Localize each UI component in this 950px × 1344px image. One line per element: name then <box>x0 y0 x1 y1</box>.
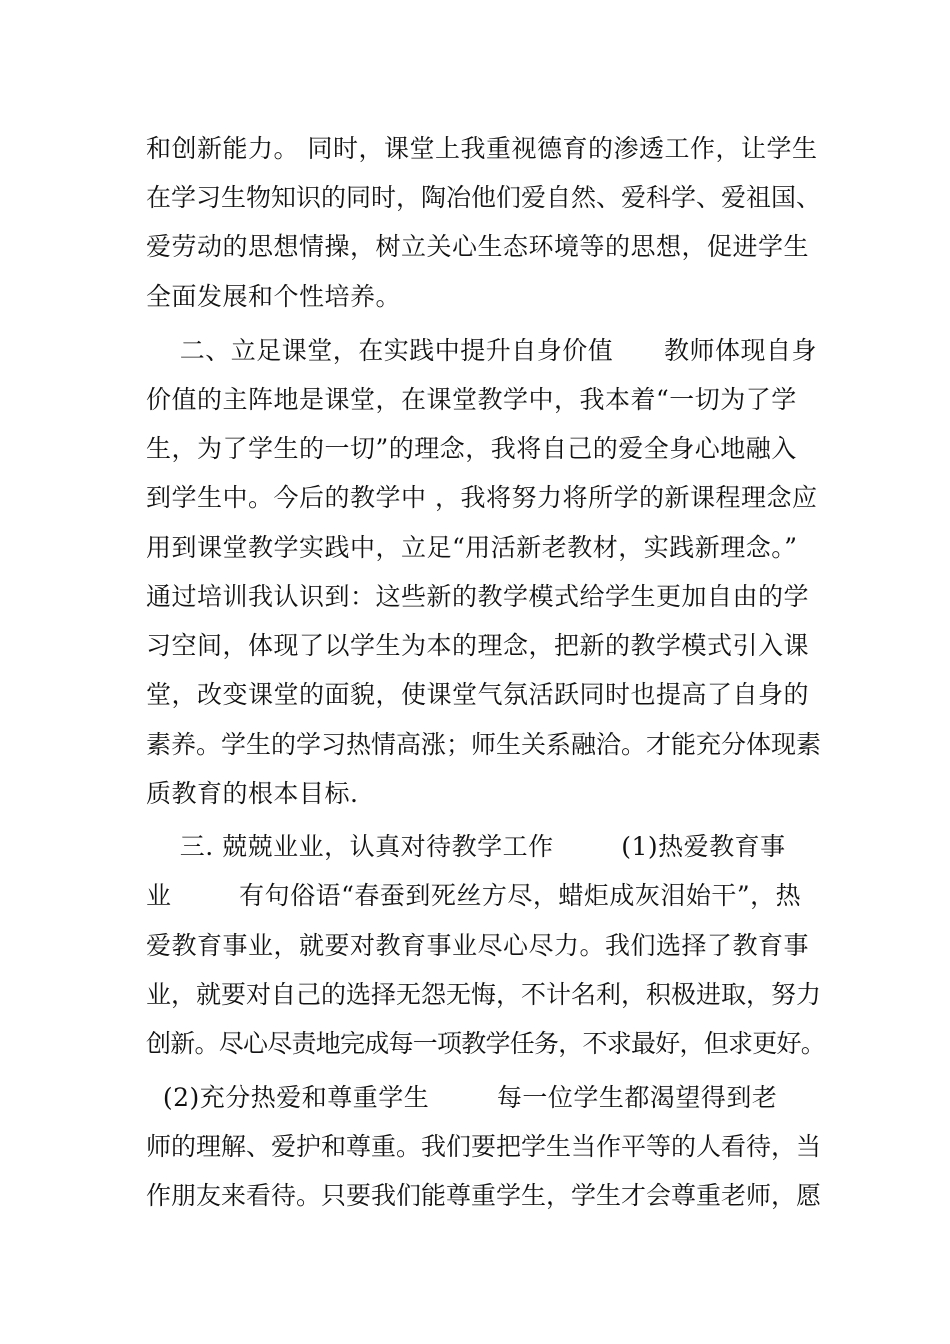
text-line: (2)充分热爱和尊重学生 每一位学生都渴望得到老 <box>146 1083 778 1112</box>
text-line: 和创新能力。 同时，课堂上我重视德育的渗透工作，让学生 <box>146 134 818 163</box>
text-line: 用到课堂教学实践中，立足“用活新老教材，实践新理念。” <box>146 533 798 562</box>
text-line: 业 有句俗语“春蚕到死丝方尽，蜡炬成灰泪始干”，热 <box>146 881 802 910</box>
text-line: 堂，改变课堂的面貌，使课堂气氛活跃同时也提高了自身的 <box>146 680 810 709</box>
text-line: 在学习生物知识的同时，陶冶他们爱自然、爱科学、爱祖国、 <box>146 183 822 212</box>
text-line: 到学生中。今后的教学中 ，我将努力将所学的新课程理念应 <box>146 483 818 512</box>
text-line: 二、立足课堂，在实践中提升自身价值 教师体现自身 <box>146 336 817 365</box>
text-line: 爱教育事业，就要对教育事业尽心尽力。我们选择了教育事 <box>146 931 810 960</box>
text-line: 质教育的根本目标. <box>146 779 359 808</box>
text-line: 习空间，体现了以学生为本的理念，把新的教学模式引入课 <box>146 631 810 660</box>
text-line: 创新。尽心尽责地完成每一项教学任务，不求最好，但求更好。 <box>146 1029 826 1058</box>
text-line: 业，就要对自己的选择无怨无悔，不计名利，积极进取，努力 <box>146 980 822 1009</box>
text-line: 作朋友来看待。只要我们能尊重学生，学生才会尊重老师，愿 <box>146 1181 822 1210</box>
text-line: 素养。学生的学习热情高涨；师生关系融洽。才能充分体现素 <box>146 730 822 759</box>
text-line: 爱劳动的思想情操，树立关心生态环境等的思想，促进学生 <box>146 232 810 261</box>
text-line: 生，为了学生的一切”的理念，我将自己的爱全身心地融入 <box>146 434 797 463</box>
text-line: 三. 兢兢业业，认真对待教学工作 (1)热爱教育事 <box>146 832 786 861</box>
text-line: 全面发展和个性培养。 <box>146 282 402 311</box>
text-line: 价值的主阵地是课堂，在课堂教学中，我本着“一切为了学 <box>146 385 797 414</box>
text-line: 师的理解、爱护和尊重。我们要把学生当作平等的人看待，当 <box>146 1132 822 1161</box>
text-line: 通过培训我认识到：这些新的教学模式给学生更加自由的学 <box>146 582 810 611</box>
